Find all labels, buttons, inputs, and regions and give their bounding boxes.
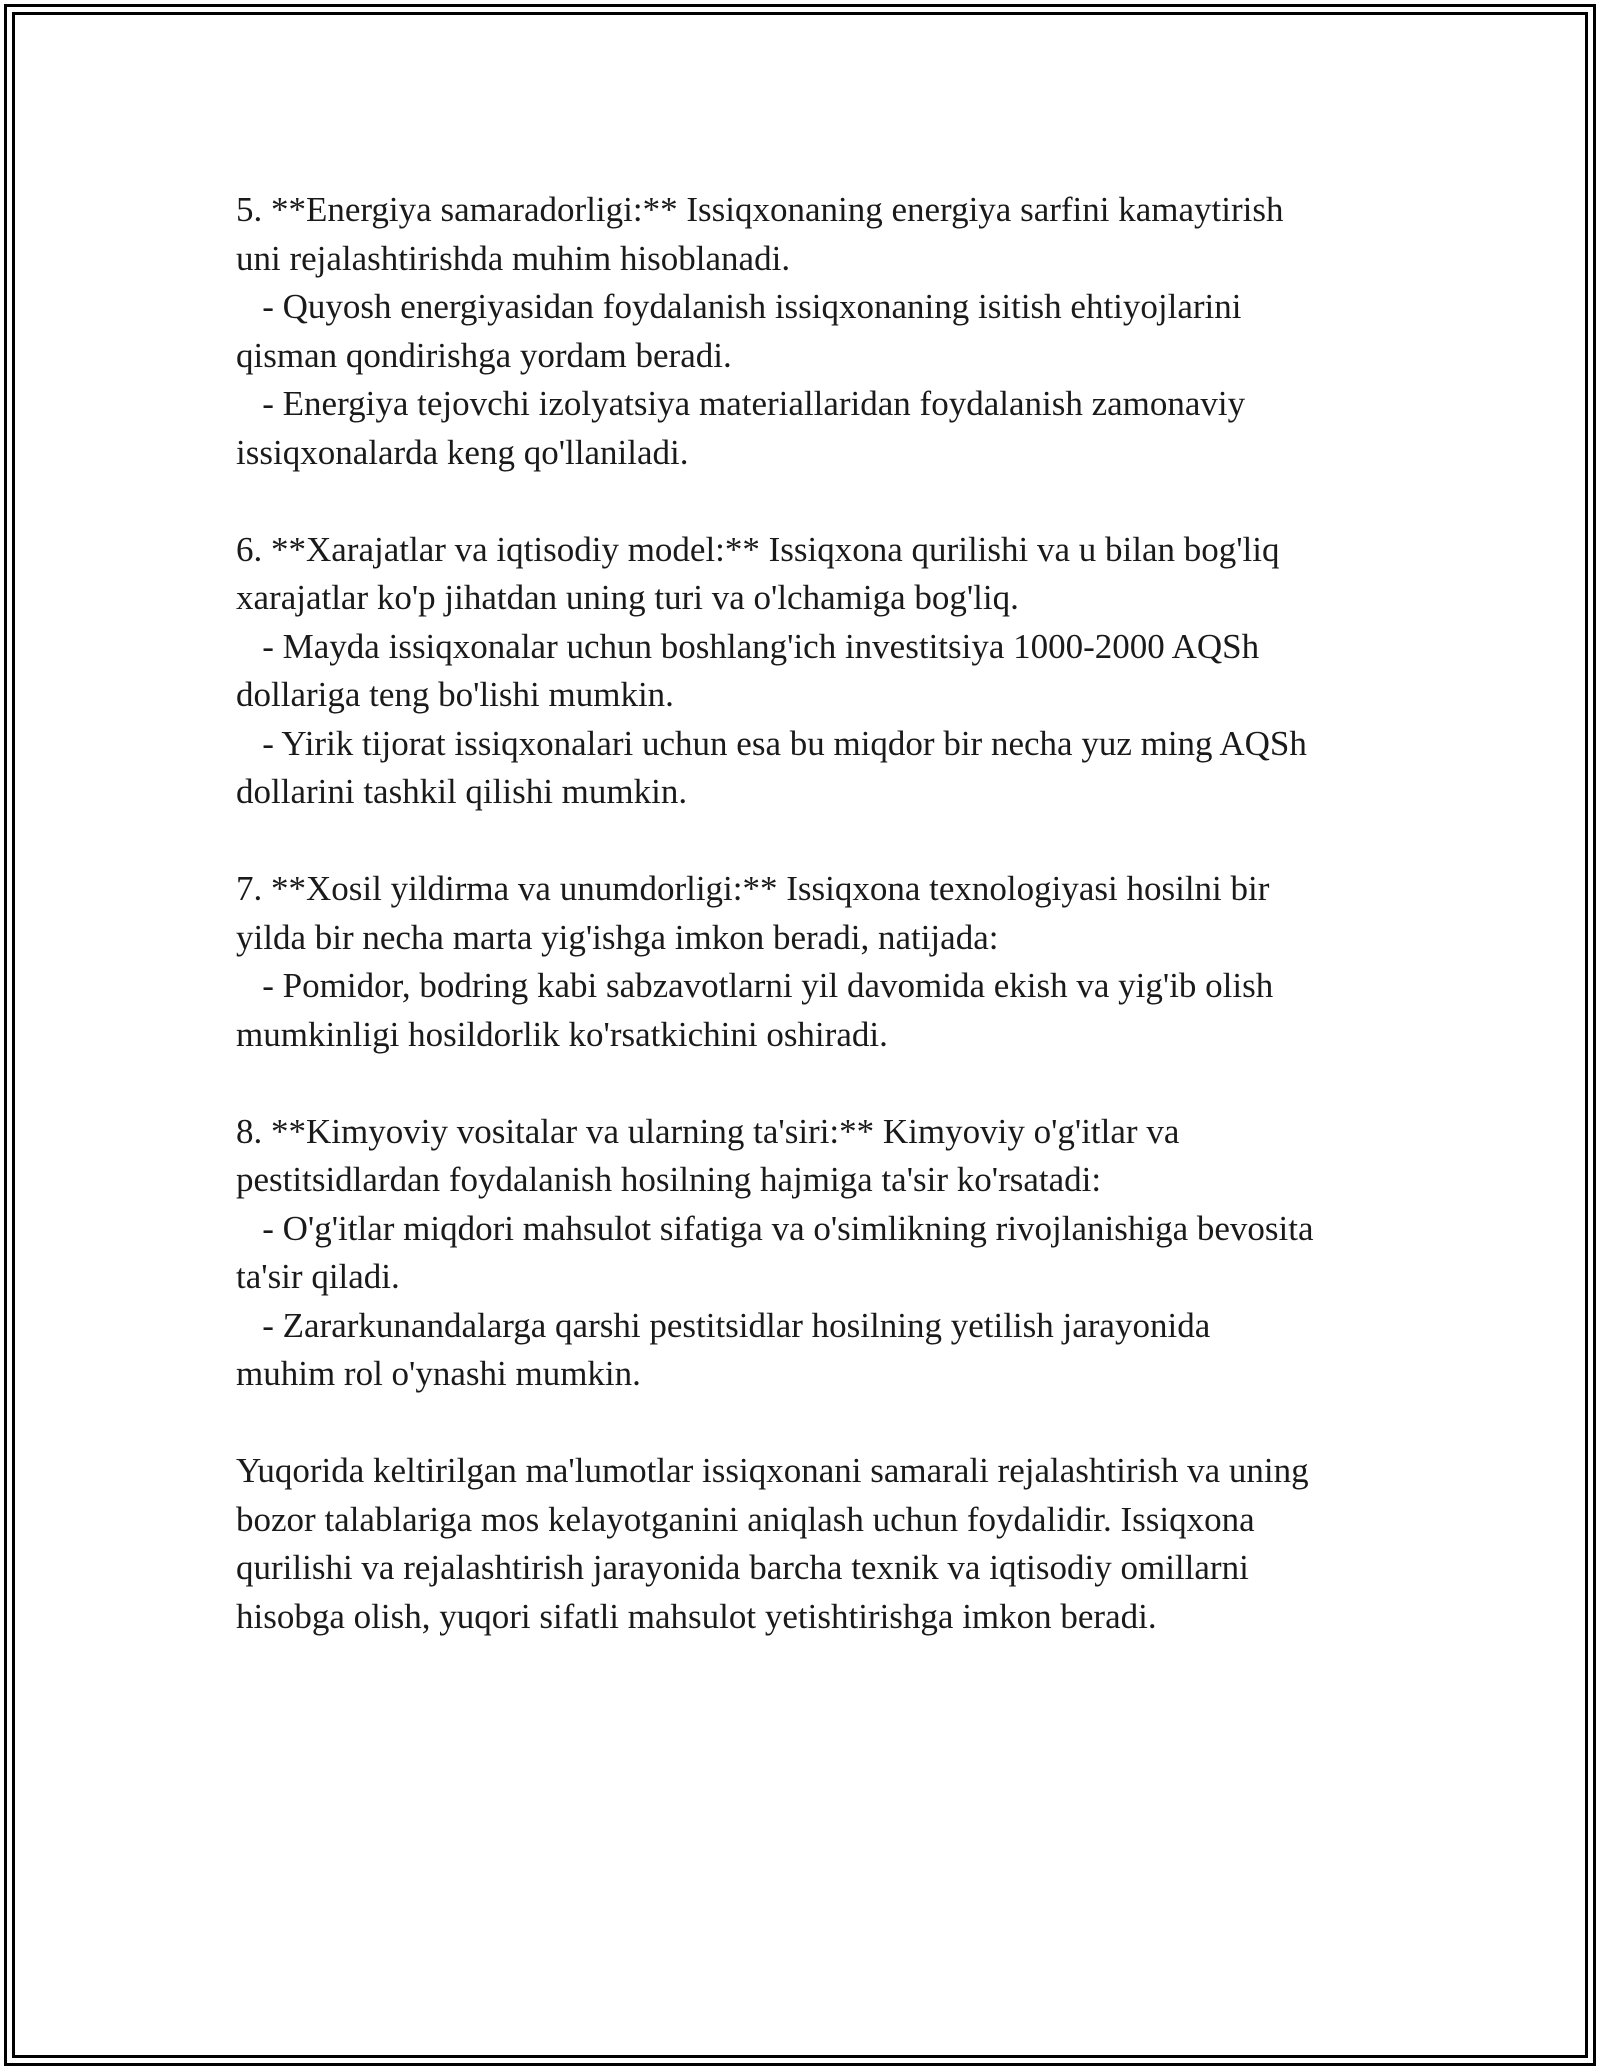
text-line: 6. **Xarajatlar va iqtisodiy model:** Issiqxona qurilishi va u bilan bog'liq: [236, 529, 1280, 569]
section-chemicals-impact: [236, 1108, 1386, 1399]
text-line: - Mayda issiqxonalar uchun boshlang'ich investitsiya 1000-2000 AQSh: [236, 626, 1260, 666]
text-line: muhim rol o'ynashi mumkin.: [236, 1354, 641, 1393]
text-line: qurilishi va rejalashtirish jarayonida barcha texnik va iqtisodiy omillarni: [236, 1548, 1249, 1587]
paragraph-gap: [236, 1399, 1386, 1448]
text-line: 8. **Kimyoviy vositalar va ularning ta'siri:** Kimyoviy o'g'itlar va: [236, 1111, 1180, 1151]
text-line: - Zararkunandalarga qarshi pestitsidlar hosilning yetilish jarayonida: [236, 1305, 1211, 1345]
text-line: mumkinligi hosildorlik ko'rsatkichini oshiradi.: [236, 1014, 888, 1054]
text-line: uni rejalashtirishda muhim hisoblanadi.: [236, 238, 791, 278]
text-line: pestitsidlardan foydalanish hosilning hajmiga ta'sir ko'rsatadi:: [236, 1160, 1102, 1199]
text-line: - Energiya tejovchi izolyatsiya materiallaridan foydalanish zamonaviy: [236, 384, 1246, 423]
text-line: - Quyosh energiyasidan foydalanish issiqxonaning isitish ehtiyojlarini: [236, 287, 1242, 326]
text-line: yilda bir necha marta yig'ishga imkon beradi, natijada:: [236, 917, 999, 957]
document-body: [236, 186, 1386, 1641]
paragraph-gap: [236, 817, 1386, 866]
section-yield-productivity: [236, 865, 1386, 1059]
text-line: xarajatlar ko'p jihatdan uning turi va o'lchamiga bog'liq.: [236, 578, 1019, 617]
text-line: Yuqorida keltirilgan ma'lumotlar issiqxonani samarali rejalashtirish va uning: [236, 1451, 1309, 1490]
text-line: qisman qondirishga yordam beradi.: [236, 335, 732, 375]
text-line: 5. **Energiya samaradorligi:** Issiqxonaning energiya sarfini kamaytirish: [236, 190, 1284, 229]
section-energy-efficiency: [236, 186, 1386, 477]
text-line: dollarini tashkil qilishi mumkin.: [236, 772, 688, 811]
text-line: bozor talablariga mos kelayotganini aniqlash uchun foydalidir. Issiqxona: [236, 1499, 1255, 1539]
text-line: dollariga teng bo'lishi mumkin.: [236, 675, 674, 714]
paragraph-gap: [236, 1059, 1386, 1108]
text-line: 7. **Xosil yildirma va unumdorligi:** Issiqxona texnologiyasi hosilni bir: [236, 869, 1270, 908]
text-line: issiqxonalarda keng qo'llaniladi.: [236, 432, 689, 472]
text-line: ta'sir qiladi.: [236, 1257, 400, 1296]
text-line: - Yirik tijorat issiqxonalari uchun esa bu miqdor bir necha yuz ming AQSh: [236, 723, 1307, 763]
text-line: - O'g'itlar miqdori mahsulot sifatiga va o'simlikning rivojlanishiga bevosita: [236, 1208, 1314, 1248]
text-line: - Pomidor, bodring kabi sabzavotlarni yil davomida ekish va yig'ib olish: [236, 966, 1274, 1005]
paragraph-gap: [236, 477, 1386, 526]
text-line: hisobga olish, yuqori sifatli mahsulot yetishtirishga imkon beradi.: [236, 1596, 1157, 1636]
section-conclusion: [236, 1447, 1386, 1641]
section-costs-economic-model: [236, 526, 1386, 817]
